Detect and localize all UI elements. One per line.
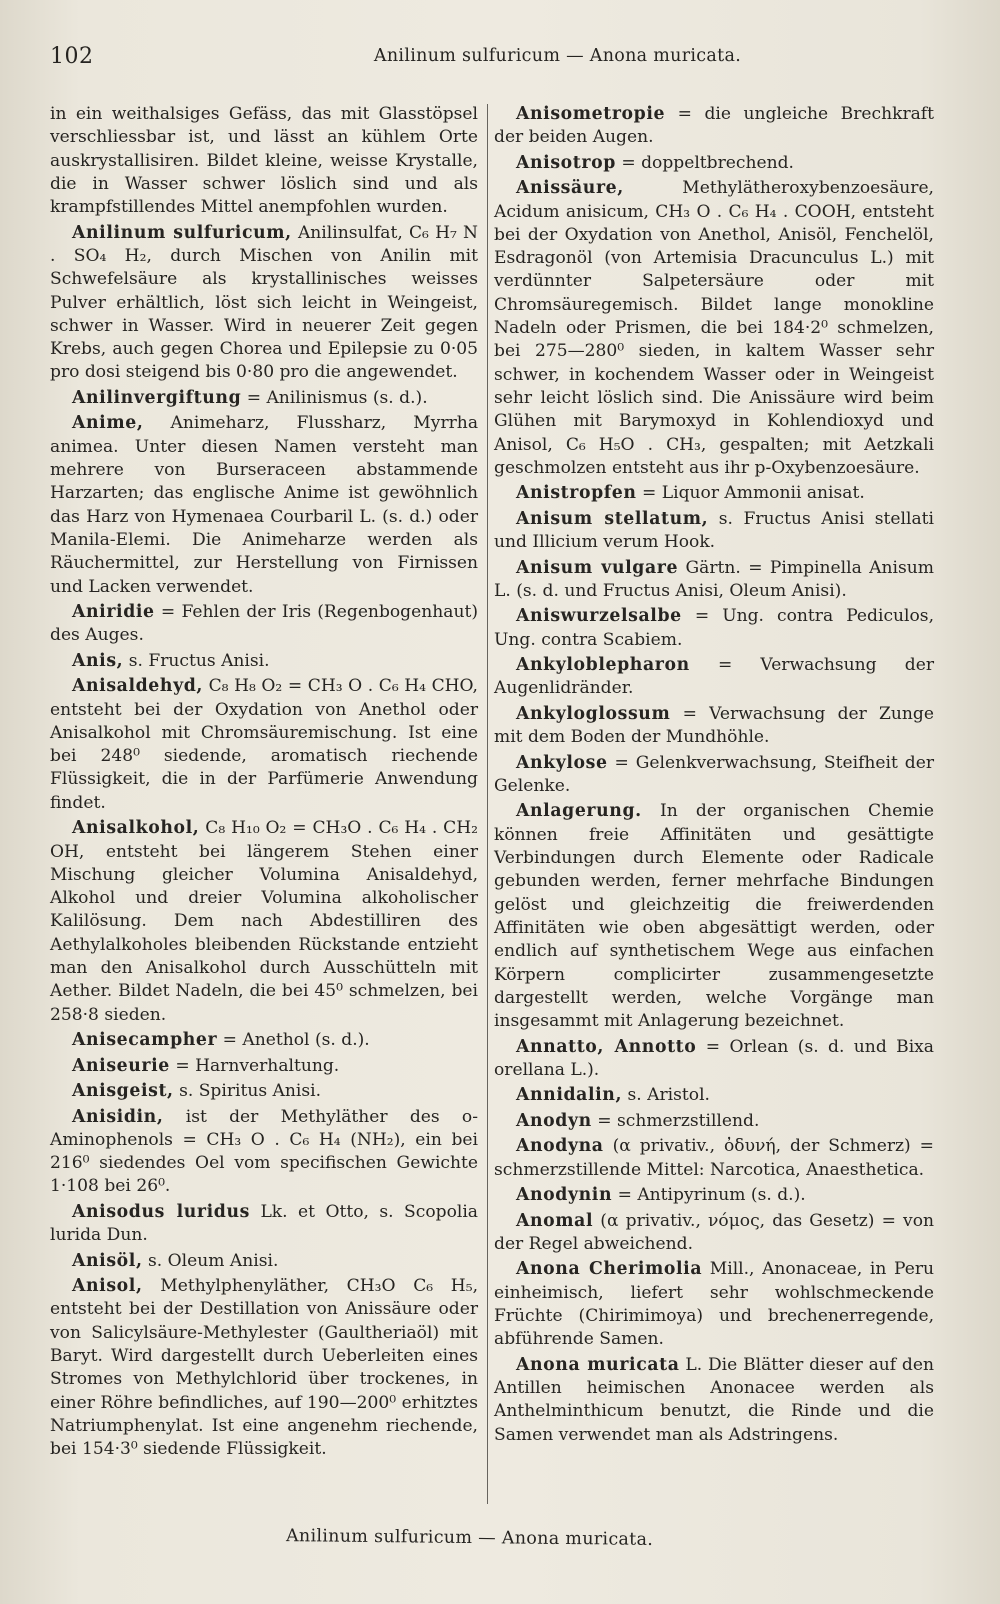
entry-headword: Anisgeist, <box>72 1081 174 1102</box>
entry-definition: = Anethol (s. d.). <box>222 1030 370 1051</box>
page-number: 102 <box>50 44 94 69</box>
dictionary-entry <box>494 1135 934 1182</box>
entry-definition: = Fehlen der Iris (Regenbogenhaut) des Auges. <box>50 601 478 646</box>
entry-definition: = Verwachsung der Augenlidränder. <box>494 655 935 699</box>
entry-headword: Anisecampher <box>72 1030 218 1051</box>
entry-definition: (α privativ., νόμος, das Gesetz) = von der Regel abweichend. <box>494 1210 935 1254</box>
entry-headword: Anomal <box>516 1210 594 1231</box>
dictionary-entry <box>494 752 934 799</box>
dictionary-entry <box>50 1029 478 1052</box>
dictionary-entry <box>494 1354 934 1447</box>
entry-headword: Anodyna <box>516 1136 604 1157</box>
running-title: Anilinum sulfuricum — Anona muricata. <box>373 46 742 66</box>
entry-definition: L. Die Blätter dieser auf den Antillen heimischen Anonacee werden als Anthelminthicum benutzt, die Rinde und die Samen verwendet man als Adstringens. <box>494 1354 934 1445</box>
entry-headword: Annatto, Annotto <box>516 1036 697 1057</box>
entry-headword: Aniridie <box>72 601 155 622</box>
entry-definition: s. Aristol. <box>627 1085 710 1106</box>
page-header <box>50 44 945 78</box>
entry-definition: s. Spiritus Anisi. <box>179 1081 322 1102</box>
entry-definition: s. Fructus Anisi. <box>128 650 270 671</box>
dictionary-entry <box>494 177 934 480</box>
entry-definition: Methylätheroxybenzoesäure, Acidum anisicum, CH₃ O . C₆ H₄ . COOH, entsteht bei der Oxydation von Anethol, Anisöl, Fenchelöl, Esdragonöl (von Artemisia Dracunculus L.) mit verdünnter Salpetersäure oder mit Chromsäuregemisch. Bildet lange monokline Nadeln oder Prismen, die bei 184·2⁰ schmelzen, bei 275—280⁰ sieden, in kaltem Wasser sehr schwer, in kochendem Wasser oder in Weingeist sehr leicht löslich sind. Die Anissäure wird beim Glühen mit Barymoxyd in Kohlendioxyd und Anisol, C₆ H₅O . CH₃, gespalten; mit Aetzkali geschmolzen entsteht aus ihr p-Oxybenzoesäure. <box>494 178 934 478</box>
dictionary-entry <box>494 605 934 652</box>
entry-definition: = Orlean (s. d. und Bixa orellana L.). <box>494 1036 935 1080</box>
entry-headword: Anisöl, <box>72 1250 143 1271</box>
dictionary-entry <box>494 1258 934 1351</box>
dictionary-entry <box>50 1080 478 1103</box>
dictionary-entry <box>494 103 934 150</box>
entry-headword: Anona Cherimolia <box>516 1259 703 1280</box>
left-column <box>50 103 478 1464</box>
entry-definition: Methylphenyläther, CH₃O C₆ H₅, entsteht bei der Destillation von Anissäure oder von Salicylsäure-Methylester (Gaultheriaöl) mit Baryt. Wird dargestellt durch Ueberleiten eines Stromes von Methylchlorid über trockenes, in einer Röhre befindliches, auf 190—200⁰ erhitztes Natriumphenylat. Ist eine angenehm riechende, bei 154·3⁰ siedende Flüssigkeit. <box>50 1276 479 1460</box>
entry-definition: = doppeltbrechend. <box>621 152 794 173</box>
dictionary-entry <box>494 703 934 750</box>
entry-definition: Mill., Anonaceae, in Peru einheimisch, liefert sehr wohlschmeckende Früchte (Chirimimoya) und brechenerregende, abführende Samen. <box>494 1259 934 1350</box>
dictionary-entry <box>50 412 478 598</box>
dictionary-entry <box>50 675 478 815</box>
entry-headword: Anisum vulgare <box>516 557 679 578</box>
dictionary-entry <box>50 222 478 385</box>
entry-definition: in ein weithalsiges Gefäss, das mit Glasstöpsel verschliessbar ist, und lässt an kühlem Orte auskrystallisiren. Bildet kleine, weisse Krystalle, die in Wasser schwer löslich sind und als krampfstillendes Mittel anempfohlen wurden. <box>50 104 478 218</box>
entry-definition: C₈ H₈ O₂ = CH₃ O . C₆ H₄ CHO, entsteht bei der Oxydation von Anethol oder Anisalkohol mit Chromsäuremischung. Ist eine bei 248⁰ siedende, aromatisch riechende Flüssigkeit, die in der Parfümerie Anwendung findet. <box>50 676 478 813</box>
dictionary-entry <box>494 654 934 701</box>
entry-definition: Anilinsulfat, C₆ H₇ N . SO₄ H₂, durch Mischen von Anilin mit Schwefelsäure als krystallinisches weisses Pulver erhältlich, löst sich leicht in Weingeist, schwer in Wasser. Wird in neuerer Zeit gegen Krebs, auch gegen Chorea und Epilepsie zu 0·05 pro dosi steigend bis 0·80 pro die angewendet. <box>50 222 478 383</box>
entry-definition: = Gelenkverwachsung, Steifheit der Gelenke. <box>494 752 935 796</box>
entry-definition: = die ungleiche Brechkraft der beiden Augen. <box>494 104 934 148</box>
entry-headword: Aniseurie <box>72 1055 170 1076</box>
entry-headword: Anisalkohol, <box>72 818 200 839</box>
entry-definition: s. Oleum Anisi. <box>148 1250 279 1271</box>
entry-headword: Anisidin, <box>72 1106 164 1127</box>
right-column <box>494 103 934 1449</box>
entry-headword: Anis, <box>72 650 124 671</box>
entry-definition: Lk. et Otto, s. Scopolia lurida Dun. <box>50 1201 478 1246</box>
dictionary-entry <box>50 103 478 219</box>
dictionary-entry <box>494 1084 934 1107</box>
dictionary-entry <box>494 1210 934 1257</box>
entry-headword: Anime, <box>72 413 144 434</box>
dictionary-entry <box>494 800 934 1033</box>
dictionary-entry <box>50 601 478 648</box>
page-footer: Anilinum sulfuricum — Anona muricata. <box>285 1526 654 1550</box>
dictionary-entry <box>494 482 934 505</box>
dictionary-entry <box>50 1106 478 1199</box>
dictionary-entry <box>50 1275 478 1461</box>
entry-headword: Anodyn <box>516 1110 592 1131</box>
entry-headword: Anisodus luridus <box>72 1201 250 1222</box>
entry-headword: Anisum stellatum, <box>516 508 709 529</box>
dictionary-entry <box>50 817 478 1027</box>
entry-definition: Gärtn. = Pimpinella Anisum L. (s. d. und Fructus Anisi, Oleum Anisi). <box>494 557 934 601</box>
dictionary-entry <box>494 1036 934 1083</box>
entry-headword: Annidalin, <box>516 1085 623 1106</box>
dictionary-entry <box>494 1110 934 1133</box>
entry-headword: Aniswurzelsalbe <box>516 606 682 627</box>
dictionary-entry <box>50 650 478 673</box>
entry-definition: = Anilinismus (s. d.). <box>246 387 428 408</box>
entry-headword: Anisaldehyd, <box>72 676 204 697</box>
entry-definition: ist der Methyläther des o-Aminophenols = CH₃ O . C₆ H₄ (NH₂), ein bei 216⁰ siedendes Oel vom specifischen Gewichte 1·108 bei 26⁰. <box>50 1106 478 1197</box>
entry-headword: Anistropfen <box>516 483 637 504</box>
dictionary-entry <box>494 152 934 175</box>
dictionary-entry <box>494 1184 934 1207</box>
entry-definition: = Ung. contra Pediculos, Ung. contra Scabiem. <box>494 606 935 650</box>
entry-headword: Anona muricata <box>516 1354 680 1375</box>
entry-headword: Anisometropie <box>516 104 666 124</box>
entry-headword: Anilinum sulfuricum, <box>72 222 292 243</box>
entry-definition: = Liquor Ammonii anisat. <box>642 483 865 504</box>
entry-headword: Ankylose <box>516 752 608 773</box>
dictionary-entry <box>494 557 934 604</box>
entry-definition: Animeharz, Flussharz, Myrrha animea. Unter diesen Namen versteht man mehrere von Burseraceen abstammende Harzarten; das englische Anime ist gewöhnlich das Harz von Hymenaea Courbaril L. (s. d.) oder Manila-Elemi. Die Animeharze werden als Räuchermittel, zur Herstellung von Firnissen und Lacken verwendet. <box>50 413 479 597</box>
entry-definition: (α privativ., ὀδυνή, der Schmerz) = schmerzstillende Mittel: Narcotica, Anaesthetica. <box>494 1136 934 1180</box>
entry-definition: In der organischen Chemie können freie Affinitäten und gesättigte Verbindungen durch Elemente oder Radicale gebunden werden, ferner mehrfache Bindungen gelöst und gleichzeitig die freiwerdenden Affinitäten wie oben abgesättigt werden, oder endlich auf synthetischem Wege aus einfachen Körpern complicirter zusammengesetzte dargestellt werden, welche Vorgänge man insgesammt mit Anlagerung bezeichnet. <box>494 801 935 1032</box>
entry-headword: Anisol, <box>72 1276 143 1297</box>
entry-definition: C₈ H₁₀ O₂ = CH₃O . C₆ H₄ . CH₂ OH, entsteht bei längerem Stehen einer Mischung gleicher Volumina Anisaldehyd, Alkohol und dreier Volumina alkoholischer Kalilösung. Dem nach Abdestilliren des Aethylalkoholes bleibenden Rückstande entzieht man den Anisalkohol durch Ausschütteln mit Aether. Bildet Nadeln, die bei 45⁰ schmelzen, bei 258·8 sieden. <box>50 818 479 1025</box>
entry-definition: = Harnverhaltung. <box>175 1055 340 1076</box>
dictionary-entry <box>50 1201 478 1248</box>
dictionary-entry <box>50 1250 478 1273</box>
entry-definition: = schmerzstillend. <box>597 1110 760 1131</box>
entry-headword: Ankyloblepharon <box>516 655 690 676</box>
column-divider <box>487 104 488 1504</box>
entry-definition: = Verwachsung der Zunge mit dem Boden der Mundhöhle. <box>494 703 934 748</box>
entry-headword: Anodynin <box>516 1185 613 1206</box>
entry-definition: s. Fructus Anisi stellati und Illicium verum Hook. <box>494 508 935 553</box>
dictionary-entry <box>494 508 934 555</box>
entry-definition: = Antipyrinum (s. d.). <box>617 1185 806 1206</box>
dictionary-entry <box>50 1055 478 1078</box>
entry-headword: Anlagerung. <box>516 801 642 822</box>
entry-headword: Anilinvergiftung <box>72 387 242 408</box>
entry-headword: Anissäure, <box>516 178 624 199</box>
entry-headword: Ankyloglossum <box>516 703 671 724</box>
dictionary-entry <box>50 387 478 410</box>
entry-headword: Anisotrop <box>516 152 616 173</box>
